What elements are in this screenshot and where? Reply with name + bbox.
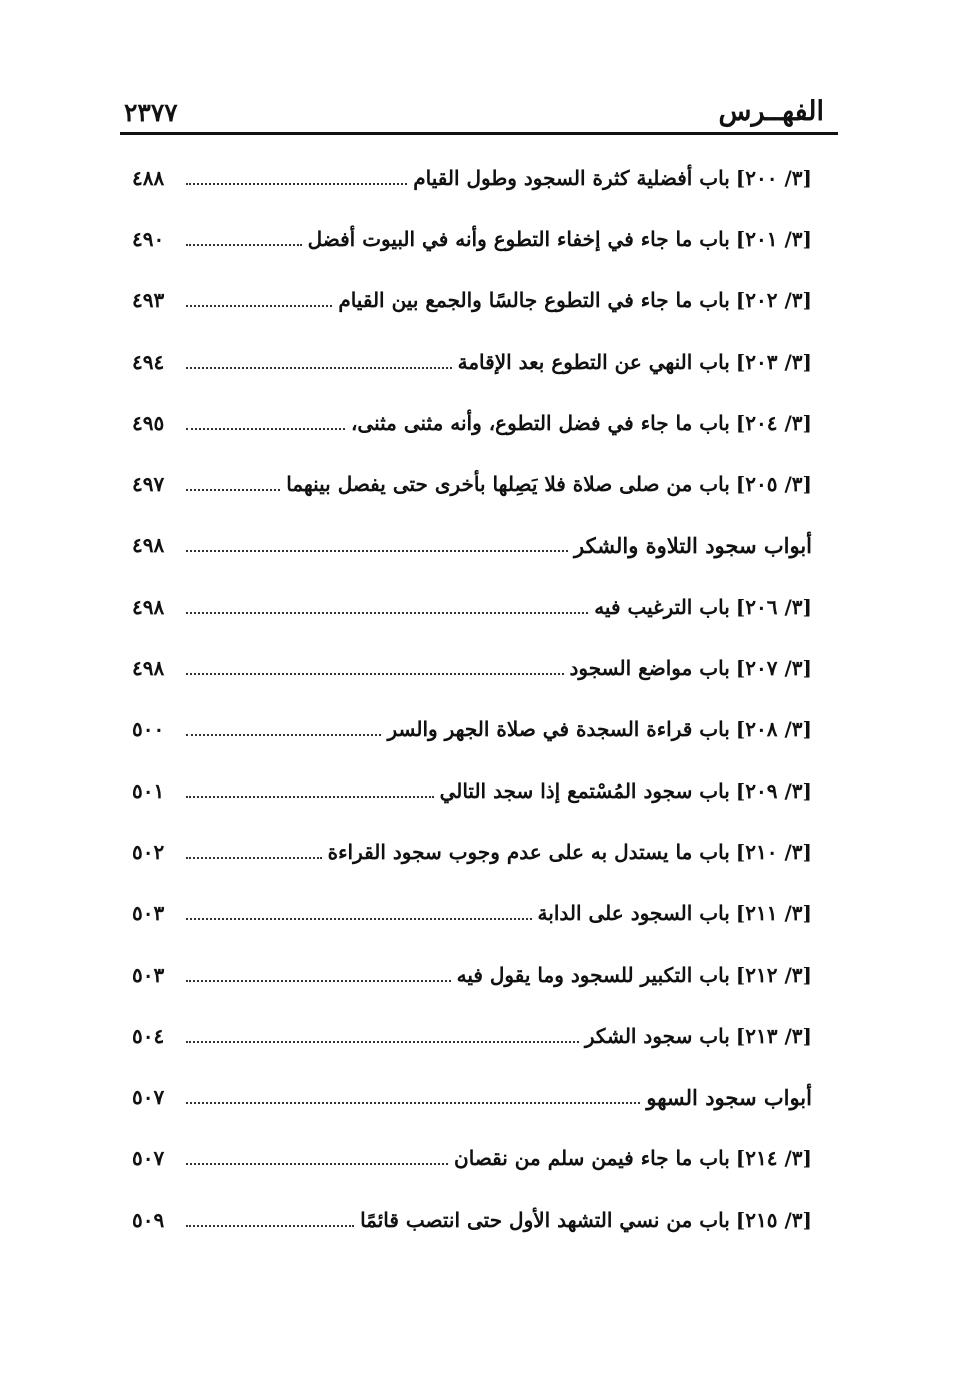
entry-page-number: ٤٩٧ bbox=[132, 472, 165, 497]
entry-title: باب النهي عن التطوع بعد الإقامة bbox=[457, 349, 730, 374]
entry-reference: [٣/ ٢١٤] bbox=[735, 1146, 812, 1171]
header-title: الفهــرس bbox=[718, 96, 824, 127]
table-of-contents bbox=[120, 147, 838, 1250]
entry-page-number: ٤٩٨ bbox=[132, 594, 165, 619]
index-page bbox=[120, 92, 838, 1272]
entry-page-number: ٤٩٠ bbox=[132, 226, 165, 251]
entry-page-number: ٥٠٣ bbox=[132, 962, 165, 987]
entry-title: باب التكبير للسجود وما يقول فيه bbox=[456, 962, 730, 987]
entry-page-number: ٥٠٠ bbox=[132, 717, 165, 742]
entry-reference: [٣/ ٢٠٥] bbox=[735, 472, 812, 497]
dot-leader bbox=[186, 489, 280, 491]
entry-page-number: ٥٠٣ bbox=[132, 901, 165, 926]
dot-leader bbox=[186, 1102, 640, 1104]
dot-leader bbox=[186, 980, 451, 982]
toc-entry bbox=[120, 821, 838, 882]
entry-reference: [٣/ ٢٠٤] bbox=[735, 410, 812, 435]
dot-leader bbox=[186, 734, 381, 736]
entry-reference: [٣/ ٢٠٠] bbox=[735, 165, 812, 190]
entry-reference: [٣/ ٢١٣] bbox=[735, 1023, 812, 1048]
entry-title: باب سجود المُسْتمع إذا سجد التالي bbox=[439, 778, 730, 803]
toc-section-heading bbox=[120, 1066, 838, 1127]
toc-entry bbox=[120, 944, 838, 1005]
entry-title: باب سجود الشكر bbox=[584, 1023, 730, 1048]
toc-entry bbox=[120, 760, 838, 821]
dot-leader bbox=[186, 1225, 354, 1227]
section-title: أبواب سجود التلاوة والشكر bbox=[574, 532, 812, 558]
entry-title: باب مواضع السجود bbox=[569, 656, 730, 681]
dot-leader bbox=[186, 305, 332, 307]
dot-leader bbox=[186, 796, 434, 798]
entry-reference: [٣/ ٢٠٢] bbox=[735, 288, 812, 313]
dot-leader bbox=[186, 550, 568, 552]
toc-section-heading bbox=[120, 515, 838, 576]
entry-title: باب ما جاء فيمن سلم من نقصان bbox=[454, 1146, 730, 1171]
dot-leader bbox=[186, 244, 302, 246]
entry-reference: [٣/ ٢٠٩] bbox=[735, 778, 812, 803]
entry-page-number: ٥٠٧ bbox=[132, 1146, 165, 1171]
dot-leader bbox=[186, 1041, 579, 1043]
dot-leader bbox=[186, 183, 407, 185]
dot-leader bbox=[186, 428, 345, 430]
entry-title: باب من صلى صلاة فلا يَصِلها بأخرى حتى يفصل بينهما bbox=[286, 472, 730, 497]
toc-entry bbox=[120, 1189, 838, 1250]
entry-page-number: ٤٨٨ bbox=[132, 165, 165, 190]
toc-entry bbox=[120, 699, 838, 760]
toc-entry bbox=[120, 637, 838, 698]
toc-entry bbox=[120, 453, 838, 514]
entry-reference: [٣/ ٢٠٦] bbox=[735, 594, 812, 619]
entry-page-number: ٥٠٢ bbox=[132, 839, 165, 864]
entry-title: باب ما جاء في إخفاء التطوع وأنه في البيوت أفضل bbox=[307, 226, 730, 251]
toc-entry bbox=[120, 576, 838, 637]
entry-page-number: ٤٩٥ bbox=[132, 410, 165, 435]
toc-entry bbox=[120, 1005, 838, 1066]
page-header bbox=[120, 92, 838, 132]
entry-reference: [٣/ ٢٠٧] bbox=[735, 656, 812, 681]
entry-reference: [٣/ ٢١٢] bbox=[735, 962, 812, 987]
toc-entry bbox=[120, 883, 838, 944]
entry-title: باب الترغيب فيه bbox=[594, 594, 730, 619]
entry-page-number: ٥٠٩ bbox=[132, 1207, 165, 1232]
entry-reference: [٣/ ٢٠٨] bbox=[735, 717, 812, 742]
entry-title: باب ما جاء في التطوع جالسًا والجمع بين القيام bbox=[338, 288, 730, 313]
toc-entry bbox=[120, 1128, 838, 1189]
entry-title: باب ما يستدل به على عدم وجوب سجود القراءة bbox=[327, 839, 730, 864]
entry-page-number: ٤٩٣ bbox=[132, 288, 165, 313]
header-page-number: ٢٣٧٧ bbox=[124, 98, 178, 127]
entry-reference: [٣/ ٢١١] bbox=[735, 901, 812, 926]
entry-title: باب أفضلية كثرة السجود وطول القيام bbox=[413, 165, 730, 190]
entry-reference: [٣/ ٢١٥] bbox=[735, 1207, 812, 1232]
entry-reference: [٣/ ٢١٠] bbox=[735, 839, 812, 864]
dot-leader bbox=[186, 673, 564, 675]
toc-entry bbox=[120, 208, 838, 269]
dot-leader bbox=[186, 367, 452, 369]
entry-page-number: ٥٠٤ bbox=[132, 1023, 165, 1048]
entry-title: باب من نسي التشهد الأول حتى انتصب قائمًا bbox=[360, 1207, 730, 1232]
entry-reference: [٣/ ٢٠٣] bbox=[735, 349, 812, 374]
entry-title: باب ما جاء في فضل التطوع، وأنه مثنى مثنى، bbox=[350, 410, 730, 435]
toc-entry bbox=[120, 331, 838, 392]
entry-reference: [٣/ ٢٠١] bbox=[735, 226, 812, 251]
entry-page-number: ٥٠١ bbox=[132, 778, 165, 803]
section-title: أبواب سجود السهو bbox=[646, 1084, 812, 1110]
dot-leader bbox=[186, 918, 532, 920]
toc-entry bbox=[120, 270, 838, 331]
dot-leader bbox=[186, 1163, 448, 1165]
toc-entry bbox=[120, 147, 838, 208]
entry-title: باب قراءة السجدة في صلاة الجهر والسر bbox=[387, 717, 730, 742]
entry-page-number: ٤٩٤ bbox=[132, 349, 165, 374]
toc-entry bbox=[120, 392, 838, 453]
entry-page-number: ٤٩٨ bbox=[132, 656, 165, 681]
dot-leader bbox=[186, 857, 322, 859]
header-rule bbox=[120, 132, 838, 135]
entry-page-number: ٤٩٨ bbox=[132, 533, 165, 558]
entry-page-number: ٥٠٧ bbox=[132, 1085, 165, 1110]
entry-title: باب السجود على الدابة bbox=[537, 901, 730, 926]
dot-leader bbox=[186, 612, 588, 614]
